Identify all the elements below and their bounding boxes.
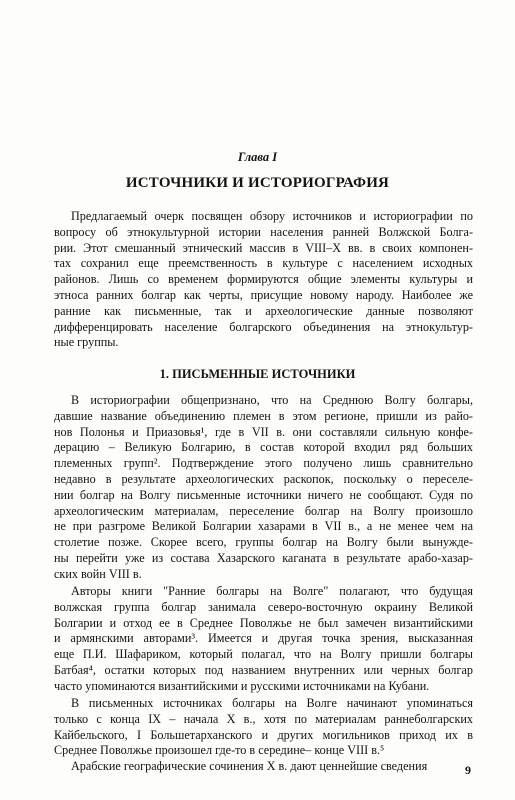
text-line: и армянскими авторами³. Имеется и другая точка зрения, высказанная — [54, 631, 473, 646]
text-line: недавно в результате археологических раскопок, поскольку о переселе- — [54, 471, 473, 486]
text-line: Авторы книги "Ранние болгары на Волге" полагают, что будущая — [71, 584, 473, 598]
text-line: нов Полонья и Приазовья¹, где в VII в. они составляли сильную конфе- — [54, 424, 473, 439]
text-line: Кайбельского, I Большетарханского и других могильников приход их в — [54, 727, 473, 742]
text-line: дифференцировать население болгарского объединения на этнокультур- — [54, 319, 473, 334]
text-line: племенных групп². Подтверждение этого получено лишь сравнительно — [54, 456, 473, 471]
text-line: давшие название объединению племен в этом регионе, пришли из райо- — [54, 408, 473, 423]
page-number: 9 — [465, 763, 471, 777]
text-line: археологическим материалам, переселение болгар на Волгу произошло — [54, 503, 473, 518]
text-line: тах сохранил еще преемственность в культуре с населением исходных — [54, 256, 473, 271]
text-line: Предлагаемый очерк посвящен обзору источников и историографии по — [71, 209, 473, 223]
text-line: рии. Этот смешанный этнический массив в VIII–X вв. в своих компонен- — [54, 240, 473, 255]
text-line: только с конца IX – начала X в., хотя по материалам раннеболгарских — [54, 711, 473, 726]
section-title: 1. ПИСЬМЕННЫЕ ИСТОЧНИКИ — [159, 367, 356, 381]
text-line: волжская группа болгар занимала северо-восточную окраину Великой — [54, 599, 473, 614]
body-paragraph-3 — [37, 696, 473, 759]
intro-paragraph — [37, 209, 473, 351]
body-paragraph-1 — [37, 393, 473, 583]
text-line: этноса ранних болгар как черты, присущие новому народу. Наиболее же — [54, 287, 473, 302]
text-line: Батбая⁴, остатки которых под названием внутренних или черных болгар — [54, 662, 473, 677]
text-line: ны перейти уже из состава Хазарского каганата в результате арабо-хазар- — [54, 550, 473, 565]
text-line: Среднее Поволжье произошел где-то в середине– конце VIII в.⁵ — [54, 743, 385, 758]
body-paragraph-4 — [37, 759, 443, 775]
text-line: нии болгар на Волгу письменные источники ничего не сообщают. Судя по — [54, 487, 473, 502]
text-line: часто упоминаются византийскими и русскими источниками на Кубани. — [54, 678, 430, 693]
text-line: ских войн VIII в. — [54, 566, 142, 581]
chapter-title: ИСТОЧНИКИ И ИСТОРИОГРАФИЯ — [125, 175, 390, 191]
text-line: В историографии общепризнано, что на Среднюю Волгу болгары, — [71, 393, 473, 407]
text-line: дерацию – Великую Болгарию, в состав которой входил ряд больших — [54, 440, 473, 455]
text-line: вопросу об этнокультурной истории населения ранней Волжской Болга- — [54, 224, 473, 239]
text-line: В письменных источниках болгары на Волге начинают упоминаться — [71, 696, 473, 710]
text-line: Арабские географические сочинения X в. дают ценнейшие сведения — [71, 759, 428, 773]
text-line: районов. Лишь со временем формируются общие элементы культуры и — [54, 272, 473, 287]
text-line: ные группы. — [54, 335, 119, 350]
body-paragraph-2 — [37, 584, 473, 695]
text-line: ранние как письменные, так и археологические данные позволяют — [54, 303, 473, 318]
text-line: Болгарии и отход ее в Среднее Поволжье не был замечен византийскими — [54, 615, 473, 630]
text-line: столетие позже. Скорее всего, группы болгар на Волгу были вынужде- — [54, 535, 473, 550]
text-line: не при разгроме Великой Болгарии хазарами в VII в., а не менее чем на — [54, 519, 473, 534]
text-line: еще П.И. Шафариком, который полагал, что на Волгу пришли болгары — [54, 647, 473, 662]
chapter-label: Глава I — [237, 150, 278, 164]
